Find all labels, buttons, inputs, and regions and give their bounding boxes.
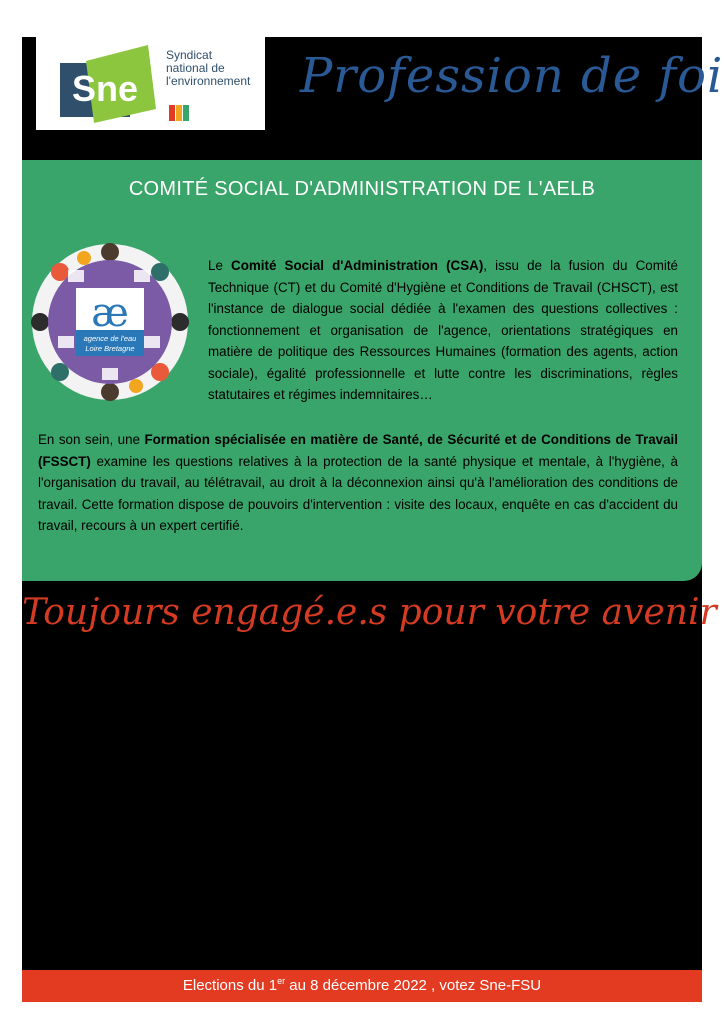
agency-logo-symbol: æ bbox=[91, 290, 129, 336]
fssct-text-rest: examine les questions relatives à la protection de la santé physique et mentale, à l'hygiène, à l'organisation du travail, au télétravail, au droit à la déconnexion ainsi qu'à l'amélioration des conditions de travail. Cette formation dispose de pouvoirs d'intervention : visite des locaux, enquête en cas d'accident du travail, recours à un expert certifié. bbox=[38, 453, 678, 533]
footer-text-start: Elections du 1 bbox=[182, 977, 278, 994]
fsu-logo-icon bbox=[168, 103, 190, 123]
panel-title: COMITÉ SOCIAL D'ADMINISTRATION DE L'AELB bbox=[128, 178, 596, 200]
org-name-line-3: l'environnement bbox=[166, 74, 251, 88]
sne-logo bbox=[36, 37, 265, 130]
election-footer bbox=[22, 970, 702, 1002]
org-name bbox=[166, 49, 262, 88]
csa-text-start: Le bbox=[208, 258, 232, 273]
csa-term: Comité Social d'Administration (CSA) bbox=[231, 258, 484, 273]
sne-logo-mark bbox=[50, 43, 158, 125]
org-name-line-2: national de bbox=[166, 61, 225, 75]
page-title: Profession de foi bbox=[300, 48, 724, 104]
agency-logo-line-2: Loire Bretagne bbox=[85, 344, 135, 353]
meeting-table-illustration bbox=[28, 240, 192, 404]
sne-logo-text: Sne bbox=[72, 68, 139, 109]
fssct-term: Formation spécialisée en matière de Santé, de Sécurité et de Conditions de Travail (FSSCT) bbox=[38, 432, 678, 469]
csa-panel bbox=[22, 160, 702, 581]
csa-description bbox=[208, 255, 678, 406]
footer-text-end: au 8 décembre 2022 , votez Sne-FSU bbox=[285, 977, 542, 994]
fssct-description bbox=[38, 429, 678, 537]
footer-ordinal: er bbox=[277, 976, 286, 986]
agency-logo-line-1: agence de l'eau bbox=[83, 334, 137, 343]
csa-text-rest: , issu de la fusion du Comité Technique (CT) et du Comité d'Hygiène et Conditions de Travail (CHSCT), est l'instance de dialogue social dédiée à l'examen des questions collectives : fonctionnement et organisation de l'agence, orientations stratégiques en matière de politique des Ressources Humaines (formation des agents, action sociale), égalité professionnelle et lutte contre les discriminations, règles statutaires et régimes indemnitaires… bbox=[208, 258, 678, 402]
fssct-text-start: En son sein, une bbox=[38, 432, 145, 447]
slogan: Toujours engagé.e.s pour votre avenir bbox=[22, 592, 717, 633]
org-name-line-1: Syndicat bbox=[166, 48, 213, 62]
